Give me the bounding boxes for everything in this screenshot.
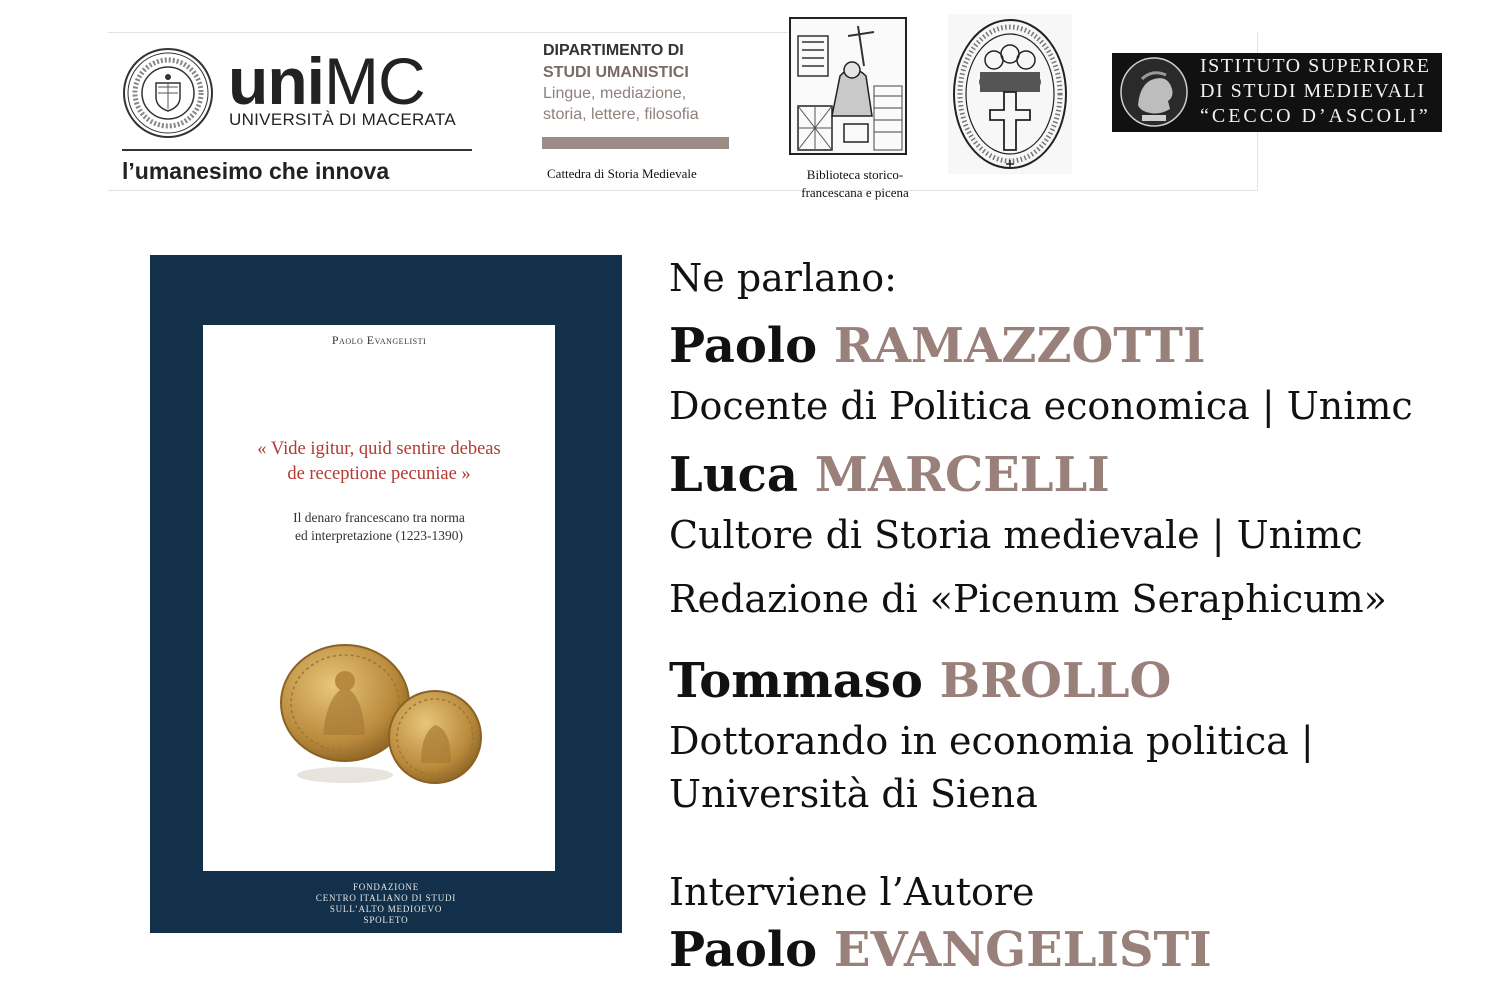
dipartimento-bar	[542, 137, 729, 149]
book-cover-page	[203, 325, 555, 871]
biblioteca-caption	[750, 166, 960, 202]
biblioteca-caption-line2: francescana e picena	[801, 185, 909, 200]
author-name	[669, 922, 1212, 978]
publisher-line3: SULL’ALTO MEDIOEVO	[329, 904, 443, 914]
speaker3-last: BROLLO	[939, 653, 1172, 709]
biblioteca-caption-line1: Biblioteca storico-	[806, 167, 904, 182]
book-title	[203, 437, 555, 487]
speakers-intro: Ne parlano:	[669, 256, 897, 300]
author-intro: Interviene l’Autore	[669, 870, 1035, 914]
istituto-line1: ISTITUTO SUPERIORE	[1200, 55, 1431, 77]
speaker3-first: Tommaso	[669, 653, 923, 709]
book-subtitle-line1: Il denaro francescano tra norma	[293, 510, 465, 525]
istituto-line3: “CECCO D’ASCOLI”	[1200, 105, 1431, 127]
dipartimento-logo	[530, 33, 750, 198]
publisher-line2: CENTRO ITALIANO DI STUDI	[315, 893, 457, 903]
cecco-medal-icon	[1118, 55, 1190, 130]
speaker1-first: Paolo	[669, 318, 818, 374]
author-last: EVANGELISTI	[833, 922, 1212, 978]
book-publisher	[150, 882, 622, 926]
book-title-line1: « Vide igitur, quid sentire debeas	[257, 439, 501, 459]
dipartimento-line3: Lingue, mediazione,	[543, 85, 687, 102]
speaker2-first: Luca	[669, 447, 798, 503]
dipartimento-line4: storia, lettere, filosofia	[543, 106, 699, 123]
speaker3-role-line1: Dottorando in economia politica |	[669, 719, 1314, 763]
speaker2-role: Cultore di Storia medievale | Unimc	[669, 513, 1363, 557]
istituto-line2: DI STUDI MEDIEVALI	[1200, 80, 1426, 102]
dipartimento-line2: STUDI UMANISTICI	[543, 64, 689, 81]
university-motto: l’umanesimo che innova	[122, 158, 390, 184]
university-name: UNIVERSITÀ DI MACERATA	[229, 110, 456, 129]
gold-coins-image	[263, 625, 503, 795]
unimc-logo	[108, 33, 528, 190]
author-first: Paolo	[669, 922, 818, 978]
publisher-line4: SPOLETO	[363, 915, 409, 925]
speaker3-role-line2: Università di Siena	[669, 772, 1038, 816]
divider	[122, 149, 472, 151]
book-subtitle	[203, 509, 555, 545]
book-cover	[150, 255, 622, 933]
speaker1-role: Docente di Politica economica | Unimc	[669, 384, 1413, 428]
book-author: Paolo Evangelisti	[331, 333, 427, 347]
speaker1-name	[669, 318, 1205, 374]
speaker3-name	[669, 653, 1171, 709]
istituto-logo	[1112, 53, 1442, 132]
speaker2-last: MARCELLI	[814, 447, 1110, 503]
speaker2-role2: Redazione di «Picenum Seraphicum»	[669, 577, 1387, 621]
franciscan-province-seal-icon	[948, 14, 1072, 174]
publisher-line1: FONDAZIONE	[353, 882, 419, 892]
speaker2-name	[669, 447, 1110, 503]
unimc-wordmark: uniMC	[228, 44, 425, 118]
book-title-line2: de receptione pecuniae »	[287, 464, 471, 484]
book-subtitle-line2: ed interpretazione (1223-1390)	[295, 528, 463, 543]
biblioteca-logo	[750, 14, 962, 212]
cattedra-caption: Cattedra di Storia Medievale	[547, 166, 697, 181]
scholar-woodcut-icon	[788, 16, 908, 156]
dipartimento-line1: DIPARTIMENTO DI	[543, 42, 684, 59]
speaker1-last: RAMAZZOTTI	[833, 318, 1206, 374]
university-seal-icon	[122, 47, 214, 139]
